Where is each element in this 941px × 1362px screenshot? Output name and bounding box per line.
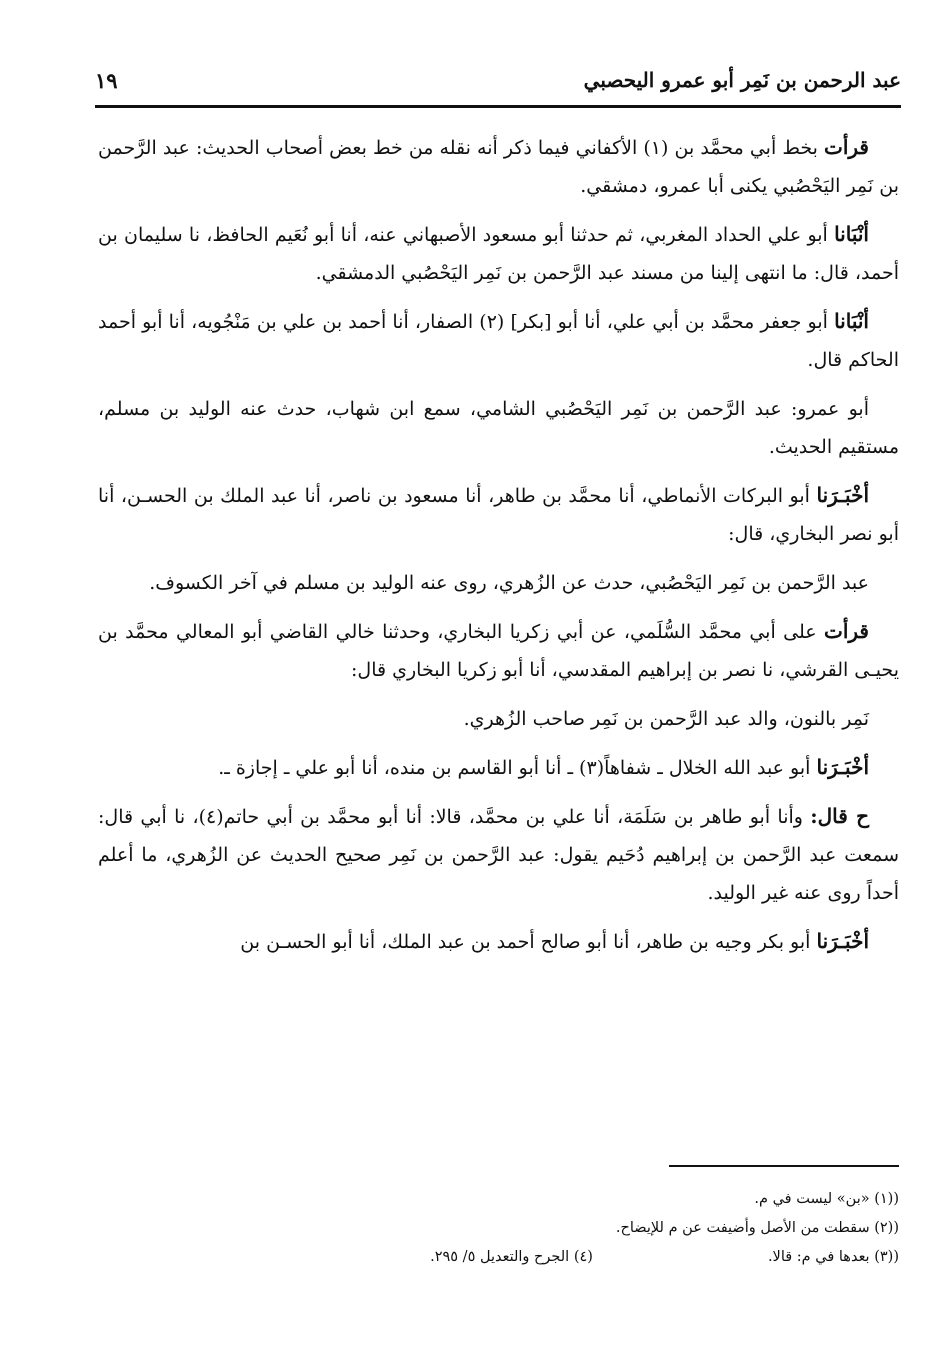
paragraph-text: أبو جعفر محمَّد بن أبي علي، أنا أبو [بكر] (٢) الصفار، أنا أحمد بن علي بن مَنْجُويه، أنا أبو أحمد الحاكم قال. [98, 311, 899, 371]
paragraph-lead: أخْبَـرَنا [816, 929, 869, 953]
paragraph-text: وأنا أبو طاهر بن سَلَمَة، أنا علي بن محمَّد، قالا: أنا أبو محمَّد بن أبي حاتم(٤)، نا أبي قال: سمعت عبد الرَّحمن بن إبراهيم دُحَيم يقول: عبد الرَّحمن بن نَمِر صحيح الحديث عن الزُهري، ما أعلم أحداً روى عنه غير الوليد. [98, 806, 899, 904]
paragraph [98, 215, 899, 292]
paragraph [98, 612, 899, 689]
page-header [95, 58, 901, 108]
page-number: ١٩ [95, 68, 118, 93]
paragraph-text: نَمِر بالنون، والد عبد الرَّحمن بن نَمِر صاحب الزُهري. [463, 708, 869, 730]
paragraph-lead: أخْبَـرَنا [816, 483, 869, 507]
footnote-2: ((٢) سقطت من الأصل وأضيفت عن م للإيضاح. [615, 1220, 899, 1236]
paragraph-text: على أبي محمَّد السُّلَمي، عن أبي زكريا البخاري، وحدثنا خالي القاضي أبو المعالي محمَّد بن يحيـى القرشي، نا نصر بن إبراهيم المقدسي، أنا أبو زكريا البخاري قال: [98, 621, 899, 681]
footnote-4: (٤) الجرح والتعديل ٥/ ٢٩٥. [430, 1249, 593, 1265]
paragraph [98, 302, 899, 379]
paragraph [98, 699, 899, 738]
paragraph [98, 563, 899, 602]
footnote-divider [669, 1165, 899, 1167]
paragraph-text: أبو بكر وجيه بن طاهر، أنا أبو صالح أحمد بن عبد الملك، أنا أبو الحسـن بن [240, 931, 817, 953]
paragraph [98, 797, 899, 912]
footnote-1: ((١) «بن» ليست في م. [754, 1191, 899, 1207]
main-text [98, 128, 899, 971]
paragraph-text: أبو عمرو: عبد الرَّحمن بن نَمِر اليَحْصُبي الشامي، سمع ابن شهاب، حدث عنه الوليد بن مسلم، مستقيم الحديث. [98, 398, 899, 458]
paragraph-text: أبو علي الحداد المغربي، ثم حدثنا أبو مسعود الأصبهاني عنه، أنا أبو نُعَيم الحافظ، نا سليمان بن أحمد، قال: ما انتهى إلينا من مسند عبد الرَّحمن بن نَمِر اليَحْصُبي الدمشقي. [98, 224, 899, 284]
paragraph-lead: قرأت [824, 619, 869, 643]
running-title: عبد الرحمن بن نَمِر أبو عمرو اليحصبي [583, 68, 901, 92]
paragraph-lead: أخْبَـرَنا [816, 755, 869, 779]
paragraph-lead: ح قال: [810, 804, 869, 828]
paragraph [98, 476, 899, 553]
paragraph-lead: أنْبَانا [834, 222, 869, 246]
paragraph-text: أبو عبد الله الخلال ـ شفاهاً(٣) ـ أنا أبو القاسم بن منده، أنا أبو علي ـ إجازة ـ. [218, 757, 817, 779]
footnote-3: ((٣) بعدها في م: قالا. [767, 1249, 899, 1265]
paragraph [98, 128, 899, 205]
paragraph-text: بخط أبي محمَّد بن (١) الأكفاني فيما ذكر أنه نقله من خط بعض أصحاب الحديث: عبد الرَّحمن بن نَمِر اليَحْصُبي يكنى أبا عمرو، دمشقي. [98, 137, 899, 197]
paragraph [98, 748, 899, 787]
paragraph-text: أبو البركات الأنماطي، أنا محمَّد بن طاهر، أنا مسعود بن ناصر، أنا عبد الملك بن الحسـن، أنا أبو نصر البخاري، قال: [98, 485, 899, 545]
footnote-row [98, 1243, 899, 1272]
paragraph-lead: قرأت [824, 135, 869, 159]
paragraph [98, 922, 899, 961]
paragraph-text: عبد الرَّحمن بن نَمِر اليَحْصُبي، حدث عن الزُهري، روى عنه الوليد بن مسلم في آخر الكسوف. [149, 572, 869, 594]
paragraph-lead: أنْبَانا [834, 309, 869, 333]
paragraph [98, 389, 899, 466]
footnotes [98, 1185, 899, 1272]
